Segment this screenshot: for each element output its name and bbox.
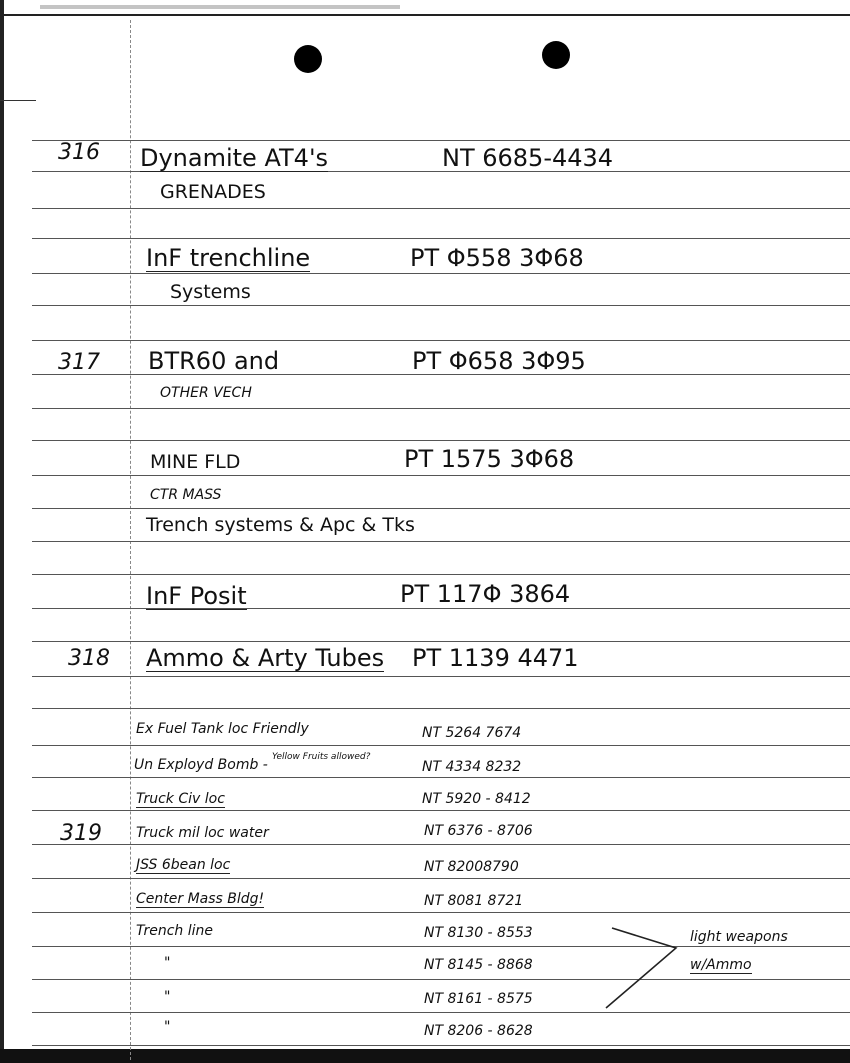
entry-note: Yellow Fruits allowed? bbox=[272, 752, 371, 762]
entry-description: OTHER VECH bbox=[160, 385, 252, 401]
entry-coordinate: NT 8130 - 8553 bbox=[424, 925, 533, 941]
entry-description: Systems bbox=[170, 281, 251, 303]
entry-description: Ammo & Arty Tubes bbox=[146, 644, 385, 672]
entry-description: InF Posit bbox=[146, 582, 247, 610]
entry-coordinate: PT 117Φ 3864 bbox=[400, 580, 571, 608]
entry-number: 319 bbox=[60, 821, 102, 846]
entry-coordinate: NT 6685-4434 bbox=[442, 144, 614, 172]
entry-coordinate: NT 4334 8232 bbox=[422, 759, 522, 775]
entry-coordinate: NT 5920 - 8412 bbox=[422, 791, 531, 807]
entry-description: Trench line bbox=[136, 923, 213, 939]
entry-coordinate: NT 8145 - 8868 bbox=[424, 957, 533, 973]
entry-description: MINE FLD bbox=[150, 451, 241, 473]
ditto-mark: " bbox=[164, 1019, 171, 1035]
entry-number: 316 bbox=[58, 140, 100, 165]
entry-coordinate: NT 82008790 bbox=[424, 859, 519, 875]
entry-coordinate: NT 5264 7674 bbox=[422, 725, 522, 741]
entry-description: Truck Civ loc bbox=[136, 791, 225, 807]
entry-description: Dynamite AT4's bbox=[140, 144, 329, 172]
entry-description: Truck mil loc water bbox=[136, 825, 269, 841]
ditto-mark: " bbox=[164, 955, 171, 971]
ditto-mark: " bbox=[164, 989, 171, 1005]
entry-coordinate: NT 8081 8721 bbox=[424, 893, 524, 909]
entry-description: JSS 6bean loc bbox=[136, 857, 231, 873]
entry-description: Trench systems & Apc & Tks bbox=[146, 514, 415, 536]
entry-description: Un Exployd Bomb - bbox=[134, 757, 268, 773]
entry-description: BTR60 and bbox=[148, 347, 280, 375]
side-note: w/Ammo bbox=[690, 957, 752, 973]
entry-coordinate: PT 1575 3Φ68 bbox=[404, 445, 575, 473]
entry-coordinate: NT 8206 - 8628 bbox=[424, 1023, 533, 1039]
entry-coordinate: PT Φ658 3Φ95 bbox=[412, 347, 586, 375]
entry-coordinate: NT 6376 - 8706 bbox=[424, 823, 533, 839]
entry-description: GRENADES bbox=[160, 181, 266, 203]
entry-description: Center Mass Bldg! bbox=[136, 891, 265, 907]
entry-description: InF trenchline bbox=[146, 244, 311, 272]
entry-coordinate: NT 8161 - 8575 bbox=[424, 991, 533, 1007]
side-note: light weapons bbox=[690, 929, 788, 945]
entry-coordinate: PT 1139 4471 bbox=[412, 644, 579, 672]
entry-number: 317 bbox=[58, 350, 100, 375]
entry-number: 318 bbox=[68, 646, 110, 671]
entry-description: Ex Fuel Tank loc Friendly bbox=[136, 721, 309, 737]
entry-description: CTR MASS bbox=[150, 487, 222, 503]
entry-coordinate: PT Φ558 3Φ68 bbox=[410, 244, 584, 272]
